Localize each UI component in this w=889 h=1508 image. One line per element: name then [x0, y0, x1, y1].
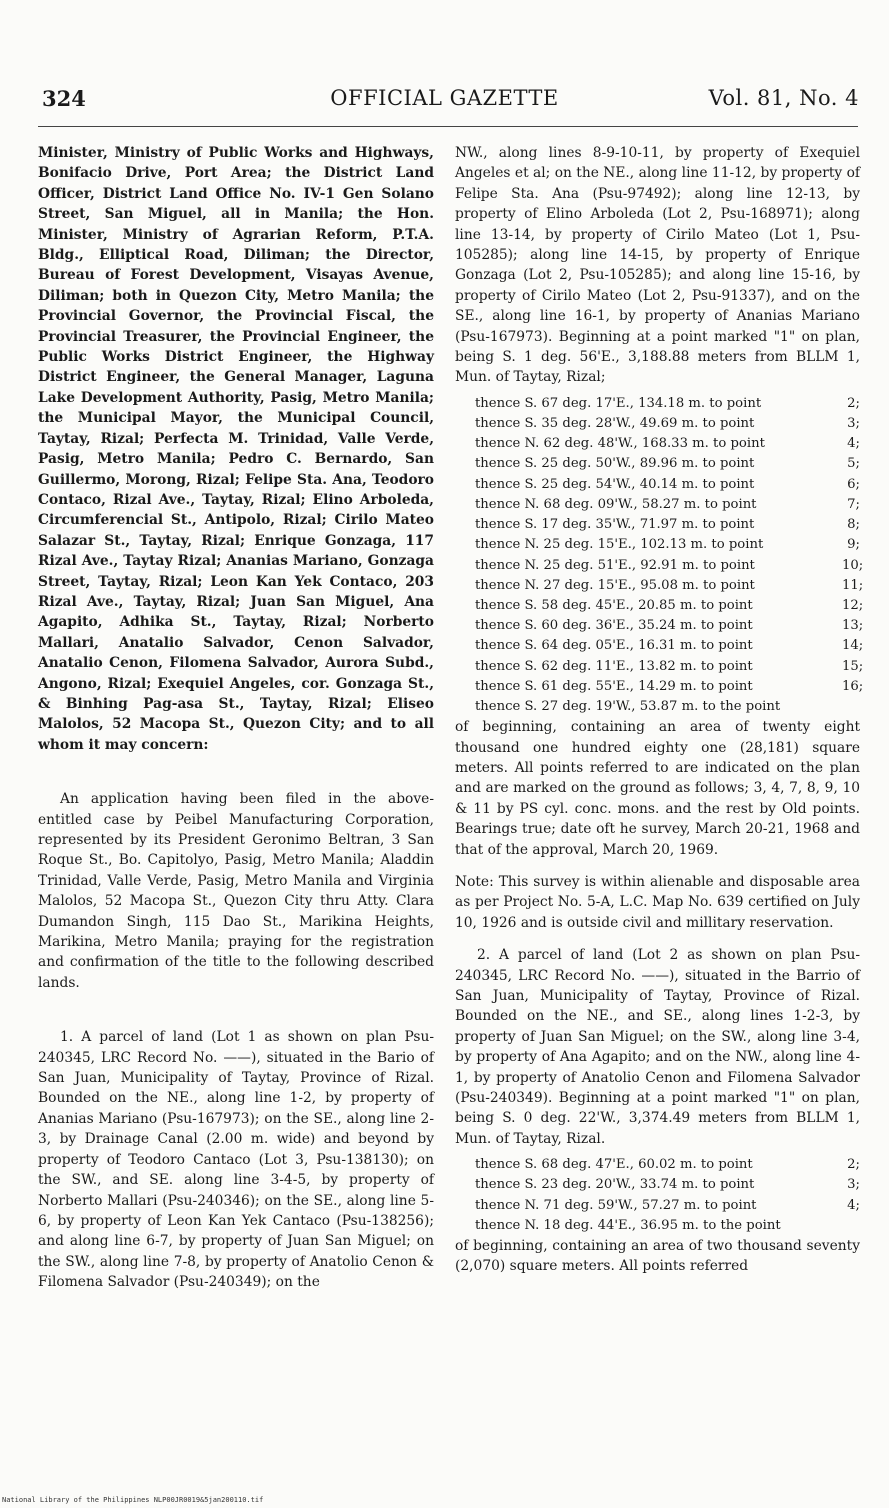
course-line	[455, 616, 864, 636]
course-point: 13;	[842, 618, 864, 634]
course-line	[455, 495, 860, 515]
course-point: 8;	[847, 517, 860, 533]
course-point: 10;	[842, 557, 864, 573]
left-column	[38, 143, 434, 1293]
course-text: thence S. 60 deg. 36'E., 35.24 m. to point	[475, 618, 753, 634]
course-text: thence N. 25 deg. 15'E., 102.13 m. to point	[475, 537, 764, 553]
course-text: thence S. 27 deg. 19'W., 53.87 m. to the point	[475, 698, 781, 714]
course-line	[455, 1175, 860, 1195]
course-text: thence S. 25 deg. 54'W., 40.14 m. to point	[475, 476, 755, 492]
course-line	[455, 1196, 860, 1216]
course-line	[455, 677, 864, 697]
parcel-1-description: 1. A parcel of land (Lot 1 as shown on plan Psu-240345, LRC Record No. ——), situated in the Bario of San Juan, Municipality of Taytay, Province of Rizal. Bounded on the NE., along line 1-2, by property of Ananias Mariano (Psu-167973); on the SE., along line 2-3, by Drainage Canal (2.00 m. wide) and beyond by property of Teodoro Cantaco (Lot 3, Psu-138130); on the SW., and SE. along line 3-4-5, by property of Norberto Mallari (Psu-240346); on the SE., along line 5-6, by property of Leon Kan Yek Cantaco (Psu-138256); and along line 6-7, by property of Juan San Miguel; on the SW., along line 7-8, by property of Anatolio Cenon & Filomena Salvador (Psu-240349); on the	[38, 1029, 434, 1291]
course-text: thence S. 62 deg. 11'E., 13.82 m. to point	[475, 658, 753, 674]
course-text: thence S. 67 deg. 17'E., 134.18 m. to point	[475, 395, 762, 411]
gazette-title: OFFICIAL GAZETTE	[330, 86, 559, 110]
course-point: 3;	[847, 1177, 860, 1193]
course-line	[455, 414, 860, 434]
course-text: thence S. 61 deg. 55'E., 14.29 m. to point	[475, 678, 753, 694]
parcel-2-courses	[455, 1155, 860, 1236]
course-line	[455, 515, 860, 535]
course-point: 14;	[842, 638, 864, 654]
course-text: thence N. 71 deg. 59'W., 57.27 m. to point	[475, 1197, 757, 1213]
course-line	[455, 636, 864, 656]
course-point	[842, 1216, 860, 1236]
page-number: 324	[42, 86, 86, 111]
application-paragraph: An application having been filed in the above-entitled case by Peibel Manufacturing Corporation, represented by its President Geronimo Beltran, 3 San Roque St., Bo. Capitolyo, Pasig, Metro Manila; Aladdin Trinidad, Valle Verde, Pasig, Metro Manila and Virginia Malolos, 52 Macopa St., Quezon City thru Atty. Clara Dumandon Singh, 115 Dao St., Marikina Heights, Marikina, Metro Manila; praying for the registration and confirmation of the title to the following described lands.	[38, 791, 434, 991]
course-point: 16;	[842, 678, 864, 694]
course-point: 7;	[847, 496, 860, 512]
course-point: 4;	[847, 436, 860, 452]
parcel-2-area: of beginning, containing an area of two thousand seventy (2,070) square meters. All points referred	[455, 1238, 860, 1275]
course-point: 12;	[842, 597, 864, 613]
archive-footer: National Library of the Philippines NLP00JR0019&5jan200110.tif	[2, 1496, 264, 1504]
course-line	[455, 556, 864, 576]
course-line	[455, 434, 860, 454]
course-text: thence S. 68 deg. 47'E., 60.02 m. to point	[475, 1157, 753, 1173]
course-text: thence S. 58 deg. 45'E., 20.85 m. to point	[475, 597, 753, 613]
course-line	[455, 697, 860, 717]
course-line	[455, 394, 860, 414]
course-point: 11;	[842, 577, 864, 593]
course-line	[455, 475, 860, 495]
survey-note: Note: This survey is within alienable and disposable area as per Project No. 5-A, L.C. Map No. 639 certified on July 10, 1926 and is outside civil and millitary reservation.	[455, 873, 860, 931]
course-text: thence S. 23 deg. 20'W., 33.74 m. to point	[475, 1177, 755, 1193]
course-text: thence S. 17 deg. 35'W., 71.97 m. to point	[475, 517, 755, 533]
course-point: 4;	[847, 1197, 860, 1213]
parcel-1-boundaries: NW., along lines 8-9-10-11, by property of Exequiel Angeles et al; on the NE., along line 11-12, by property of Felipe Sta. Ana (Psu-97492); along line 12-13, by property of Elino Arboleda (Lot 2, Psu-168971); along line 13-14, by property of Cirilo Mateo (Lot 1, Psu-105285); along line 14-15, by property of Enrique Gonzaga (Lot 2, Psu-105285); and along line 15-16, by property of Cirilo Mateo (Lot 2, Psu-91337), and on the SE., along line 16-1, by property of Ananias Mariano (Psu-167973). Beginning at a point marked "1" on plan, being S. 1 deg. 56'E., 3,188.88 meters from BLLM 1, Mun. of Taytay, Rizal;	[455, 145, 860, 386]
course-line	[455, 535, 860, 555]
header-rule	[38, 126, 858, 127]
course-point: 3;	[847, 416, 860, 432]
course-text: thence S. 64 deg. 05'E., 16.31 m. to point	[475, 638, 753, 654]
course-text: thence N. 68 deg. 09'W., 58.27 m. to point	[475, 496, 757, 512]
course-text: thence N. 27 deg. 15'E., 95.08 m. to point	[475, 577, 755, 593]
course-point	[842, 697, 860, 717]
volume-number: Vol. 81, No. 4	[708, 86, 859, 110]
parcel-1-area: of beginning, containing an area of twenty eight thousand one hundred eighty one (28,181) square meters. All points referred to are indicated on the plan and are marked on the ground as follows; 3, 4, 7, 8, 9, 10 & 11 by PS cyl. conc. mons. and the rest by Old points. Bearings true; date oft he survey, March 20-21, 1968 and that of the approval, March 20, 1969.	[455, 719, 860, 858]
course-point: 15;	[842, 658, 864, 674]
page-header	[0, 86, 889, 116]
course-line	[455, 454, 860, 474]
right-column	[455, 143, 864, 1277]
course-line	[455, 657, 864, 677]
addressee-list: Minister, Ministry of Public Works and Highways, Bonifacio Drive, Port Area; the District Land Officer, District Land Office No. IV-1 Gen Solano Street, San Miguel, all in Manila; the Hon. Minister, Ministry of Agrarian Reform, P.T.A. Bldg., Elliptical Road, Diliman; the Director, Bureau of Forest Development, Visayas Avenue, Diliman; both in Quezon City, Metro Manila; the Provincial Governor, the Provincial Fiscal, the Provincial Treasurer, the Provincial Engineer, the Public Works District Engineer, the Highway District Engineer, the General Manager, Laguna Lake Development Authority, Pasig, Metro Manila; the Municipal Mayor, the Municipal Council, Taytay, Rizal; Perfecta M. Trinidad, Valle Verde, Pasig, Metro Manila; Pedro C. Bernardo, San Guillermo, Morong, Rizal; Felipe Sta. Ana, Teodoro Contaco, Rizal Ave., Taytay, Rizal; Elino Arboleda, Circumferencial St., Antipolo, Rizal; Cirilo Mateo Salazar St., Taytay, Rizal; Enrique Gonzaga, 117 Rizal Ave., Taytay Rizal; Ananias Mariano, Gonzaga Street, Taytay, Rizal; Leon Kan Yek Contaco, 203 Rizal Ave., Taytay, Rizal; Juan San Miguel, Ana Agapito, Adhika St., Taytay, Rizal; Norberto Mallari, Anatalio Salvador, Cenon Salvador, Anatalio Cenon, Filomena Salvador, Aurora Subd., Angono, Rizal; Exequiel Angeles, cor. Gonzaga St., & Binhing Pag-asa St., Taytay, Rizal; Eliseo Malolos, 52 Macopa St., Quezon City; and to all whom it may concern:	[38, 145, 434, 753]
course-line	[455, 576, 864, 596]
course-point: 2;	[847, 1157, 860, 1173]
course-text: thence N. 18 deg. 44'E., 36.95 m. to the point	[475, 1217, 781, 1233]
course-line	[455, 596, 864, 616]
parcel-1-courses	[455, 394, 864, 717]
course-text: thence N. 25 deg. 51'E., 92.91 m. to point	[475, 557, 755, 573]
course-line	[455, 1216, 860, 1236]
course-point: 6;	[847, 476, 860, 492]
course-text: thence S. 35 deg. 28'W., 49.69 m. to point	[475, 416, 755, 432]
parcel-2-description: 2. A parcel of land (Lot 2 as shown on plan Psu-240345, LRC Record No. ——), situated in the Barrio of San Juan, Municipality of Taytay, Province of Rizal. Bounded on the NE., and SE., along lines 1-2-3, by property of Juan San Miguel; on the SW., along line 3-4, by property of Ana Agapito; and on the NW., along line 4-1, by property of Anatolio Cenon and Filomena Salvador (Psu-240349). Beginning at a point marked "1" on plan, being S. 0 deg. 22'W., 3,374.49 meters from BLLM 1, Mun. of Taytay, Rizal.	[455, 947, 860, 1147]
course-text: thence S. 25 deg. 50'W., 89.96 m. to point	[475, 456, 755, 472]
course-point: 2;	[847, 395, 860, 411]
course-line	[455, 1155, 860, 1175]
course-text: thence N. 62 deg. 48'W., 168.33 m. to point	[475, 436, 765, 452]
course-point: 5;	[847, 456, 860, 472]
course-point: 9;	[847, 537, 860, 553]
